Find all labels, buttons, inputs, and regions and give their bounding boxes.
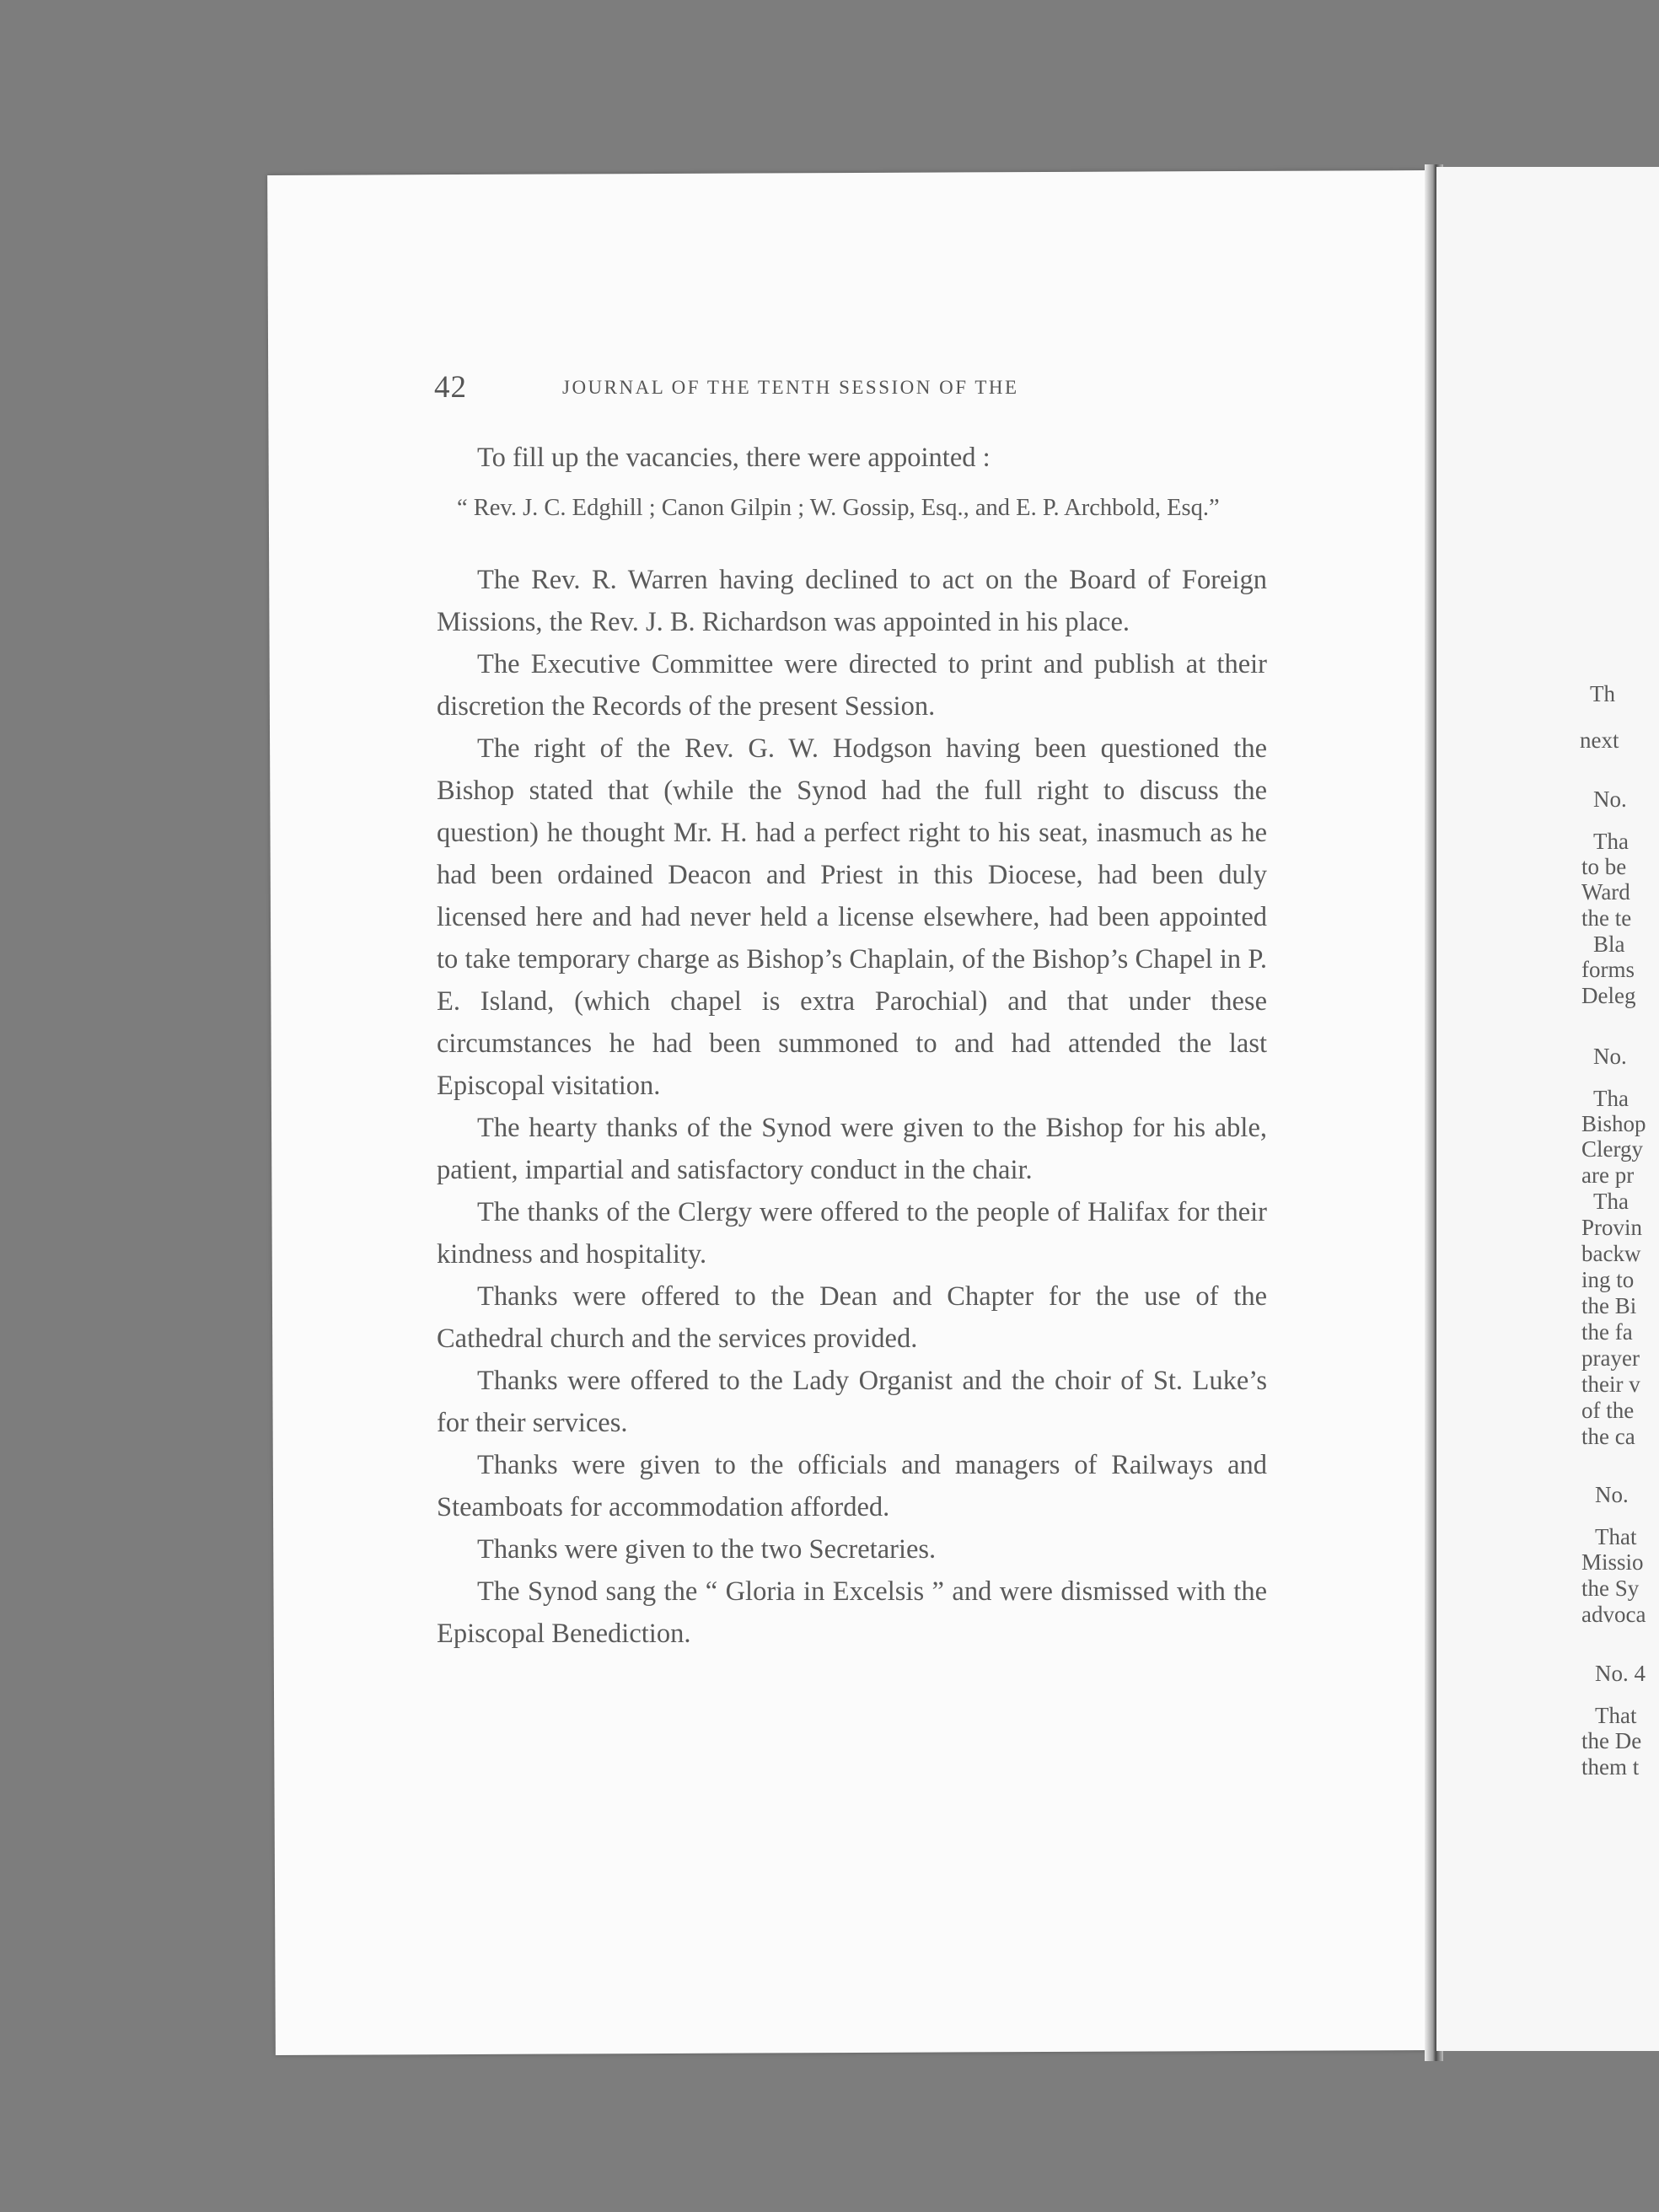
paragraph: The thanks of the Clergy were offered to the people of Halifax for their kindness and hospitality. <box>437 1197 1267 1270</box>
right-line: advoca <box>1581 1602 1646 1627</box>
paragraph: The Executive Committee were directed to print and publish at their discretion the Records of the present Session. <box>437 649 1267 722</box>
right-line: Missio <box>1581 1549 1644 1575</box>
right-line: Ward <box>1581 879 1630 905</box>
right-line: them t <box>1581 1754 1640 1780</box>
right-line: are pr <box>1581 1162 1635 1188</box>
right-line: No. <box>1593 787 1627 812</box>
right-page <box>1436 167 1659 2051</box>
right-line: the Bi <box>1581 1293 1637 1318</box>
body-text <box>437 437 1267 1655</box>
paragraph: The right of the Rev. G. W. Hodgson having been questioned the Bishop stated that (while the Synod had the full right to discuss the question) he thought Mr. H. had a perfect right to his seat, inasmuch as he had been ordained Deacon and Priest in this Diocese, had been duly licensed here and had never held a license elsewhere, had been appointed to take temporary charge as Bishop’s Chaplain, of the Bishop’s Chapel in P. E. Island, (which chapel is extra Parochial) and that under these circumstances he had been summoned to and had attended the last Episcopal visitation. <box>437 733 1267 1101</box>
paragraph: Thanks were offered to the Lady Organist and the choir of St. Luke’s for their services. <box>437 1366 1267 1438</box>
right-line: Bla <box>1593 932 1625 957</box>
paragraph: Thanks were given to the two Secretaries. <box>477 1534 937 1565</box>
right-line: the ca <box>1581 1424 1635 1449</box>
paragraph: The hearty thanks of the Synod were given to the Bishop for his able, patient, impartial and satisfactory conduct in the chair. <box>437 1113 1267 1185</box>
page-number: 42 <box>434 370 467 405</box>
right-line: the fa <box>1581 1319 1633 1345</box>
paragraph: To fill up the vacancies, there were appointed : <box>477 443 991 473</box>
right-line: Tha <box>1593 829 1629 854</box>
paragraph: The Synod sang the “ Gloria in Excelsis ” and were dismissed with the Episcopal Benediction. <box>437 1576 1267 1649</box>
quoted-appointments: “ Rev. J. C. Edghill ; Canon Gilpin ; W. Gossip, Esq., and E. P. Archbold, Esq.” <box>457 495 1220 521</box>
right-line: the Sy <box>1581 1576 1640 1601</box>
right-line: No. <box>1593 1044 1627 1069</box>
paragraph: Thanks were given to the officials and managers of Railways and Steamboats for accommodation afforded. <box>437 1450 1267 1522</box>
right-line: backw <box>1581 1241 1641 1266</box>
right-line: Provin <box>1581 1215 1643 1240</box>
right-line: the De <box>1581 1728 1642 1753</box>
right-line: Tha <box>1593 1086 1629 1111</box>
right-line: forms <box>1581 957 1635 982</box>
running-head <box>434 369 1193 406</box>
right-line: the te <box>1581 905 1632 931</box>
running-title: JOURNAL OF THE TENTH SESSION OF THE <box>562 377 1019 398</box>
right-line: ing to <box>1581 1267 1635 1292</box>
paragraph: Thanks were offered to the Dean and Chapter for the use of the Cathedral church and the services provided. <box>437 1281 1267 1354</box>
right-line: Tha <box>1593 1189 1629 1214</box>
right-line: Clergy <box>1581 1136 1643 1162</box>
right-line: their v <box>1581 1372 1640 1397</box>
right-line: of the <box>1581 1398 1635 1423</box>
right-line: That <box>1595 1524 1637 1549</box>
right-line: That <box>1595 1703 1637 1728</box>
right-line: Bishop <box>1581 1111 1646 1136</box>
right-line: Th <box>1590 681 1615 706</box>
right-line: No. <box>1595 1482 1629 1507</box>
right-line: next <box>1580 727 1619 753</box>
right-line: to be <box>1581 854 1627 879</box>
paragraph: The Rev. R. Warren having declined to act on the Board of Foreign Missions, the Rev. J. B. Richardson was appointed in his place. <box>437 565 1267 637</box>
right-line: prayer <box>1581 1345 1640 1371</box>
right-line: No. 4 <box>1595 1661 1646 1686</box>
right-line: Deleg <box>1581 983 1636 1008</box>
